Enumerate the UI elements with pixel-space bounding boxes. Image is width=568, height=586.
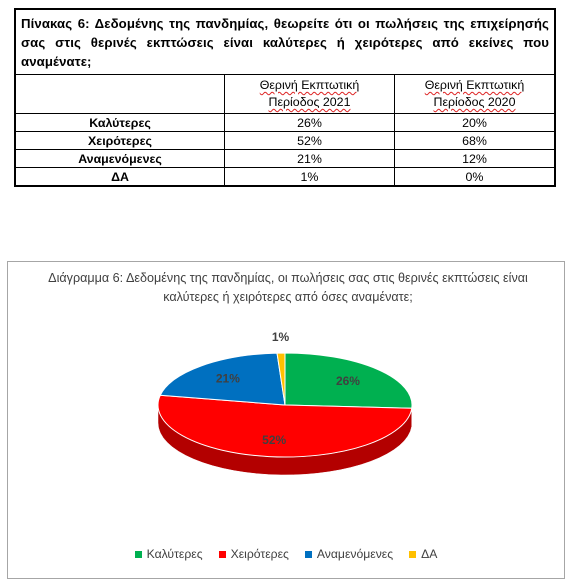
table-title-text: Πίνακας 6: Δεδομένης της πανδημίας, θεωρείτε ότι οι πωλήσεις της επιχείρησής σας στις θερινές εκπτώσεις είναι καλύτερες ή χειρότερες από εκείνες που αναμένατε; — [21, 16, 549, 69]
row-label: Χειρότερες — [16, 132, 225, 149]
table-title — [16, 10, 554, 75]
table-row — [16, 149, 554, 167]
legend-item-δα — [409, 547, 437, 561]
row-label: Καλύτερες — [16, 114, 225, 131]
legend-item-χειρότερες — [219, 547, 289, 561]
column-header-2021-line2: Περίοδος 2021 — [268, 95, 351, 109]
pie-chart — [8, 262, 564, 578]
legend-item-αναμενόμενες — [305, 547, 393, 561]
survey-table — [14, 8, 556, 187]
cell-2021: 52% — [225, 132, 395, 149]
row-label: ΔΑ — [16, 168, 225, 185]
legend-label: Χειρότερες — [230, 547, 289, 561]
column-header-2021 — [225, 75, 395, 113]
pie-chart-panel — [7, 261, 565, 579]
legend-label: ΔΑ — [421, 547, 438, 561]
data-label-καλύτερες: 26% — [335, 373, 360, 388]
table-row — [16, 113, 554, 131]
legend-swatch — [409, 551, 416, 558]
legend-label: Αναμενόμενες — [316, 547, 394, 561]
table-header-empty — [16, 75, 225, 113]
cell-2020: 68% — [462, 133, 487, 148]
column-header-2020 — [395, 75, 554, 113]
table-header-row — [16, 75, 554, 113]
cell-2020: 20% — [462, 115, 487, 130]
cell-2021: 1% — [225, 168, 395, 185]
cell-2020: 0% — [465, 169, 484, 184]
table-row — [16, 167, 554, 185]
legend-swatch — [305, 551, 312, 558]
chart-title: Διάγραμμα 6: Δεδομένης της πανδημίας, οι πωλήσεις σας στις θερινές εκπτώσεις είναι καλύτερες ή χειρότερες από όσες αναμένατε; — [48, 271, 528, 304]
legend-item-καλύτερες — [135, 547, 203, 561]
data-label-αναμενόμενες: 21% — [215, 371, 240, 386]
column-header-2020-line2: Περίοδος 2020 — [433, 95, 516, 109]
cell-2021: 21% — [225, 150, 395, 167]
cell-2021: 26% — [225, 114, 395, 131]
legend-label: Καλύτερες — [146, 547, 203, 561]
cell-2020: 12% — [462, 151, 487, 166]
data-label-δα: 1% — [271, 329, 290, 344]
data-label-χειρότερες: 52% — [262, 433, 287, 448]
legend-swatch — [135, 551, 142, 558]
chart-legend — [8, 547, 564, 561]
column-header-2020-line1: Θερινή Εκπτωτική — [424, 78, 525, 92]
table-row — [16, 131, 554, 149]
legend-swatch — [219, 551, 226, 558]
row-label: Αναμενόμενες — [16, 150, 225, 167]
column-header-2021-line1: Θερινή Εκπτωτική — [259, 78, 360, 92]
